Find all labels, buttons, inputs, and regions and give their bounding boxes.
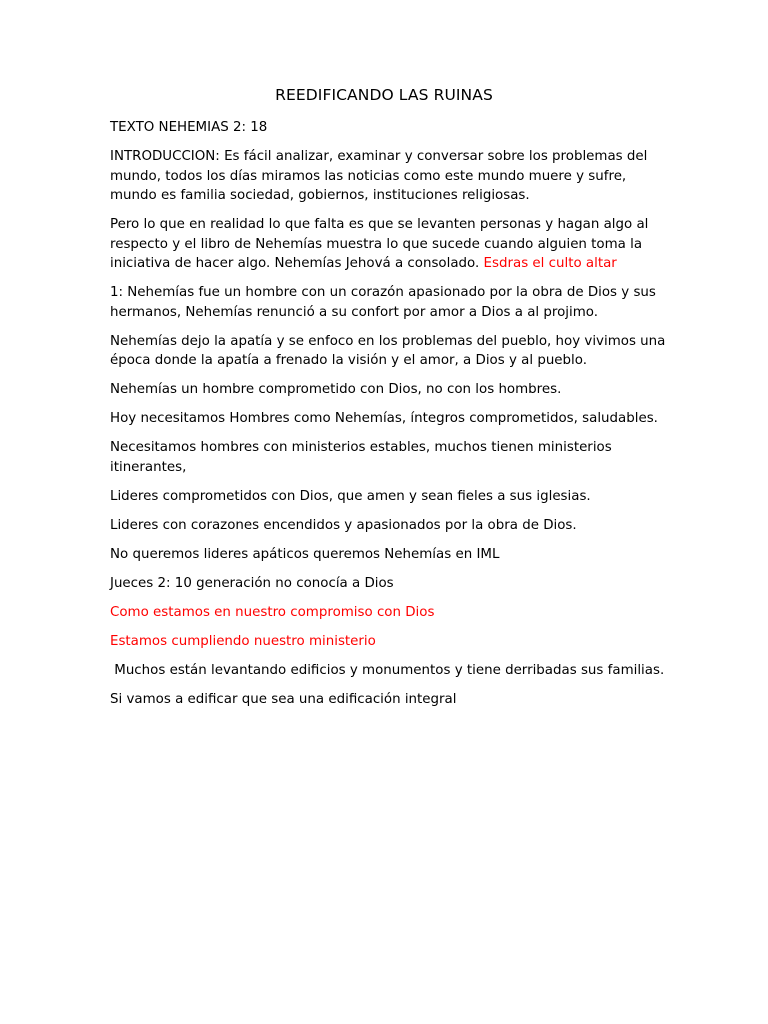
hoy-paragraph: Hoy necesitamos Hombres como Nehemías, íntegros comprometidos, saludables. [110,411,658,426]
document-title: REEDIFICANDO LAS RUINAS [275,86,493,104]
edificar-paragraph: Si vamos a edificar que sea una edificación integral [110,691,457,707]
lideres-corazones-paragraph: Lideres con corazones encendidos y apasionados por la obra de Dios. [110,517,577,533]
pero-text: Pero lo que en realidad lo que falta es que se levanten personas y hagan algo al respecto y el libro de Nehemías muestra lo que sucede cuando alguien toma la iniciativa de hacer algo. Nehemías Jehová a consolado. [110,217,649,271]
no-queremos-paragraph: No queremos lideres apáticos queremos Nehemías en IML [110,546,500,562]
document-body [110,86,670,719]
ministerios-paragraph: Necesitamos hombres con ministerios estables, muchos tienen ministerios itinerantes, [110,440,612,475]
introduccion-paragraph: INTRODUCCION: Es fácil analizar, examinar y conversar sobre los problemas del mundo, todos los días miramos las noticias como este mundo muere y sufre, mundo es familia sociedad, gobiernos, instituciones religiosas. [110,149,648,203]
jueces-paragraph: Jueces 2: 10 generación no conocía a Dios [110,575,394,591]
comprometido-paragraph: Nehemías un hombre comprometido con Dios, no con los hombres. [110,382,562,397]
cumpliendo-paragraph: Estamos cumpliendo nuestro ministerio [110,633,376,649]
punto-uno-paragraph: 1: Nehemías fue un hombre con un corazón apasionado por la obra de Dios y sus hermanos, Nehemías renunció a su confort por amor a Dios a al projimo. [110,285,656,320]
compromiso-paragraph: Como estamos en nuestro compromiso con Dios [110,604,435,620]
lideres-fieles-paragraph: Lideres comprometidos con Dios, que amen y sean fieles a sus iglesias. [110,488,591,504]
texto-reference: TEXTO NEHEMIAS 2: 18 [110,120,268,135]
edificios-paragraph: Muchos están levantando edificios y monumentos y tiene derribadas sus familias. [110,662,665,678]
pero-paragraph [110,215,670,274]
esdras-highlight: Esdras el culto altar [483,256,617,271]
apatia-paragraph: Nehemías dejo la apatía y se enfoco en los problemas del pueblo, hoy vivimos una época donde la apatía a frenado la visión y el amor, a Dios y al pueblo. [110,333,666,368]
